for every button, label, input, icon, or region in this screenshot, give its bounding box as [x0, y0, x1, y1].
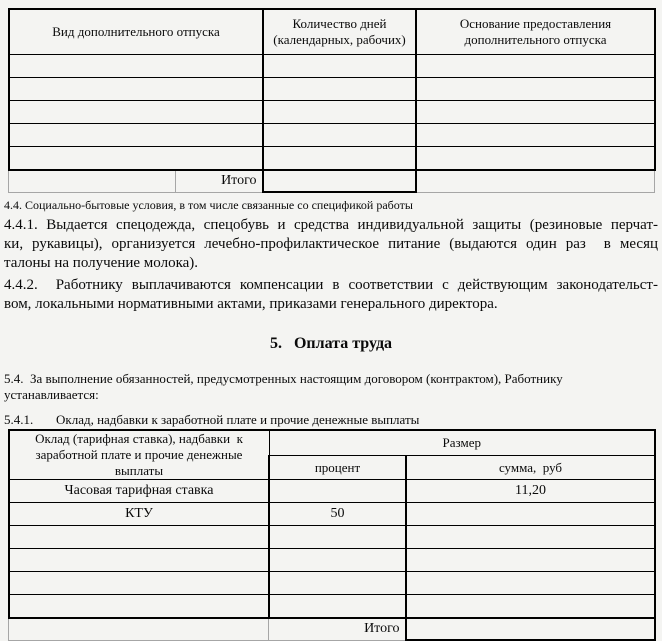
leave-header-days: Количество дней (календарных, рабочих): [263, 9, 416, 55]
leave-days-cell[interactable]: [263, 124, 416, 147]
document-page: [0, 8, 662, 637]
pay-table: [8, 429, 656, 619]
clause-4-4-1: [4, 216, 658, 273]
pay-sum-cell[interactable]: [406, 503, 655, 526]
leave-days-cell[interactable]: [263, 78, 416, 101]
pay-sum-cell[interactable]: [406, 595, 655, 619]
pay-table-row: [9, 526, 655, 549]
leave-table-row: [9, 78, 655, 101]
leave-basis-cell[interactable]: [416, 55, 655, 78]
leave-days-cell[interactable]: [263, 101, 416, 124]
pay-kind-cell[interactable]: [9, 526, 269, 549]
leave-days-cell[interactable]: [263, 55, 416, 78]
clause-5-4: 5.4. За выполнение обязанностей, предусмотренных настоящим договором (контрактом), Работнику устанавливается:: [4, 371, 563, 402]
leave-total-days-cell[interactable]: [263, 171, 416, 192]
text-line: вом, локальными нормативными актами, приказами генерального директора.: [4, 296, 498, 312]
leave-days-cell[interactable]: [263, 147, 416, 171]
leave-table-header-row: [9, 9, 655, 55]
pay-percent-cell[interactable]: [269, 480, 406, 503]
pay-header-kind: Оклад (тарифная ставка), надбавки к заработной плате и прочие денежные выплаты: [9, 430, 269, 480]
pay-percent-cell[interactable]: [269, 549, 406, 572]
leave-table-row: [9, 55, 655, 78]
pay-kind-cell[interactable]: [9, 595, 269, 619]
pay-table-row: [9, 549, 655, 572]
leave-table-row: [9, 124, 655, 147]
additional-leave-table: [8, 8, 656, 171]
clause-4-4: 4.4. Социально-бытовые условия, в том числе связанные со спецификой работы: [4, 198, 413, 212]
leave-basis-cell[interactable]: [416, 101, 655, 124]
leave-table-total-row: [8, 171, 655, 193]
leave-header-type: Вид дополнительного отпуска: [9, 9, 263, 55]
pay-kind-cell[interactable]: [9, 549, 269, 572]
leave-basis-cell[interactable]: [416, 78, 655, 101]
pay-percent-cell[interactable]: [269, 526, 406, 549]
text-line: ки, рукавицы), организуется лечебно-профилактическое питание (выдаются один раз в месяц: [4, 236, 658, 252]
leave-header-basis: Основание предоставления дополнительного отпуска: [416, 9, 655, 55]
pay-table-header-row: [9, 430, 655, 455]
leave-total-label: Итого: [176, 171, 263, 192]
leave-basis-cell[interactable]: [416, 147, 655, 171]
pay-kind-cell[interactable]: Часовая тарифная ставка: [9, 480, 269, 503]
pay-total-sum-cell[interactable]: [406, 619, 655, 640]
pay-table-row: [9, 595, 655, 619]
pay-sum-cell[interactable]: [406, 572, 655, 595]
leave-total-basis-cell: [416, 171, 655, 192]
pay-sum-cell[interactable]: [406, 526, 655, 549]
leave-table-row: [9, 147, 655, 171]
pay-sum-cell[interactable]: [406, 549, 655, 572]
leave-type-cell[interactable]: [9, 147, 263, 171]
leave-basis-cell[interactable]: [416, 124, 655, 147]
pay-percent-cell[interactable]: [269, 595, 406, 619]
text-line: 4.4.2. Работнику выплачиваются компенсации в соответствии с действующим законодательст-: [4, 277, 658, 293]
pay-percent-cell[interactable]: 50: [269, 503, 406, 526]
pay-total-spacer-cell: [9, 619, 269, 640]
text-line: 4.4.1. Выдается спецодежда, спецобувь и средства индивидуальной защиты (резиновые перчат-: [4, 217, 658, 233]
pay-table-row: [9, 480, 655, 503]
clause-4-4-2: [4, 276, 658, 314]
leave-type-cell[interactable]: [9, 124, 263, 147]
section-5-heading: 5. Оплата труда: [269, 335, 393, 352]
pay-table-row: [9, 503, 655, 526]
leave-type-cell[interactable]: [9, 55, 263, 78]
leave-type-cell[interactable]: [9, 101, 263, 124]
pay-header-percent: процент: [269, 455, 406, 479]
pay-table-total-row: [8, 619, 656, 641]
text-line: талоны на получение молока).: [4, 255, 199, 271]
leave-table-row: [9, 101, 655, 124]
pay-sum-cell[interactable]: 11,20: [406, 480, 655, 503]
pay-header-sum: сумма, руб: [406, 455, 655, 479]
pay-header-size: Размер: [269, 430, 655, 455]
pay-kind-cell[interactable]: КТУ: [9, 503, 269, 526]
leave-total-spacer-cell: [9, 171, 176, 192]
clause-5-4-1: 5.4.1. Оклад, надбавки к заработной плате и прочие денежные выплаты: [4, 412, 420, 427]
leave-type-cell[interactable]: [9, 78, 263, 101]
pay-total-label: Итого: [269, 619, 406, 640]
pay-table-row: [9, 572, 655, 595]
pay-percent-cell[interactable]: [269, 572, 406, 595]
pay-kind-cell[interactable]: [9, 572, 269, 595]
